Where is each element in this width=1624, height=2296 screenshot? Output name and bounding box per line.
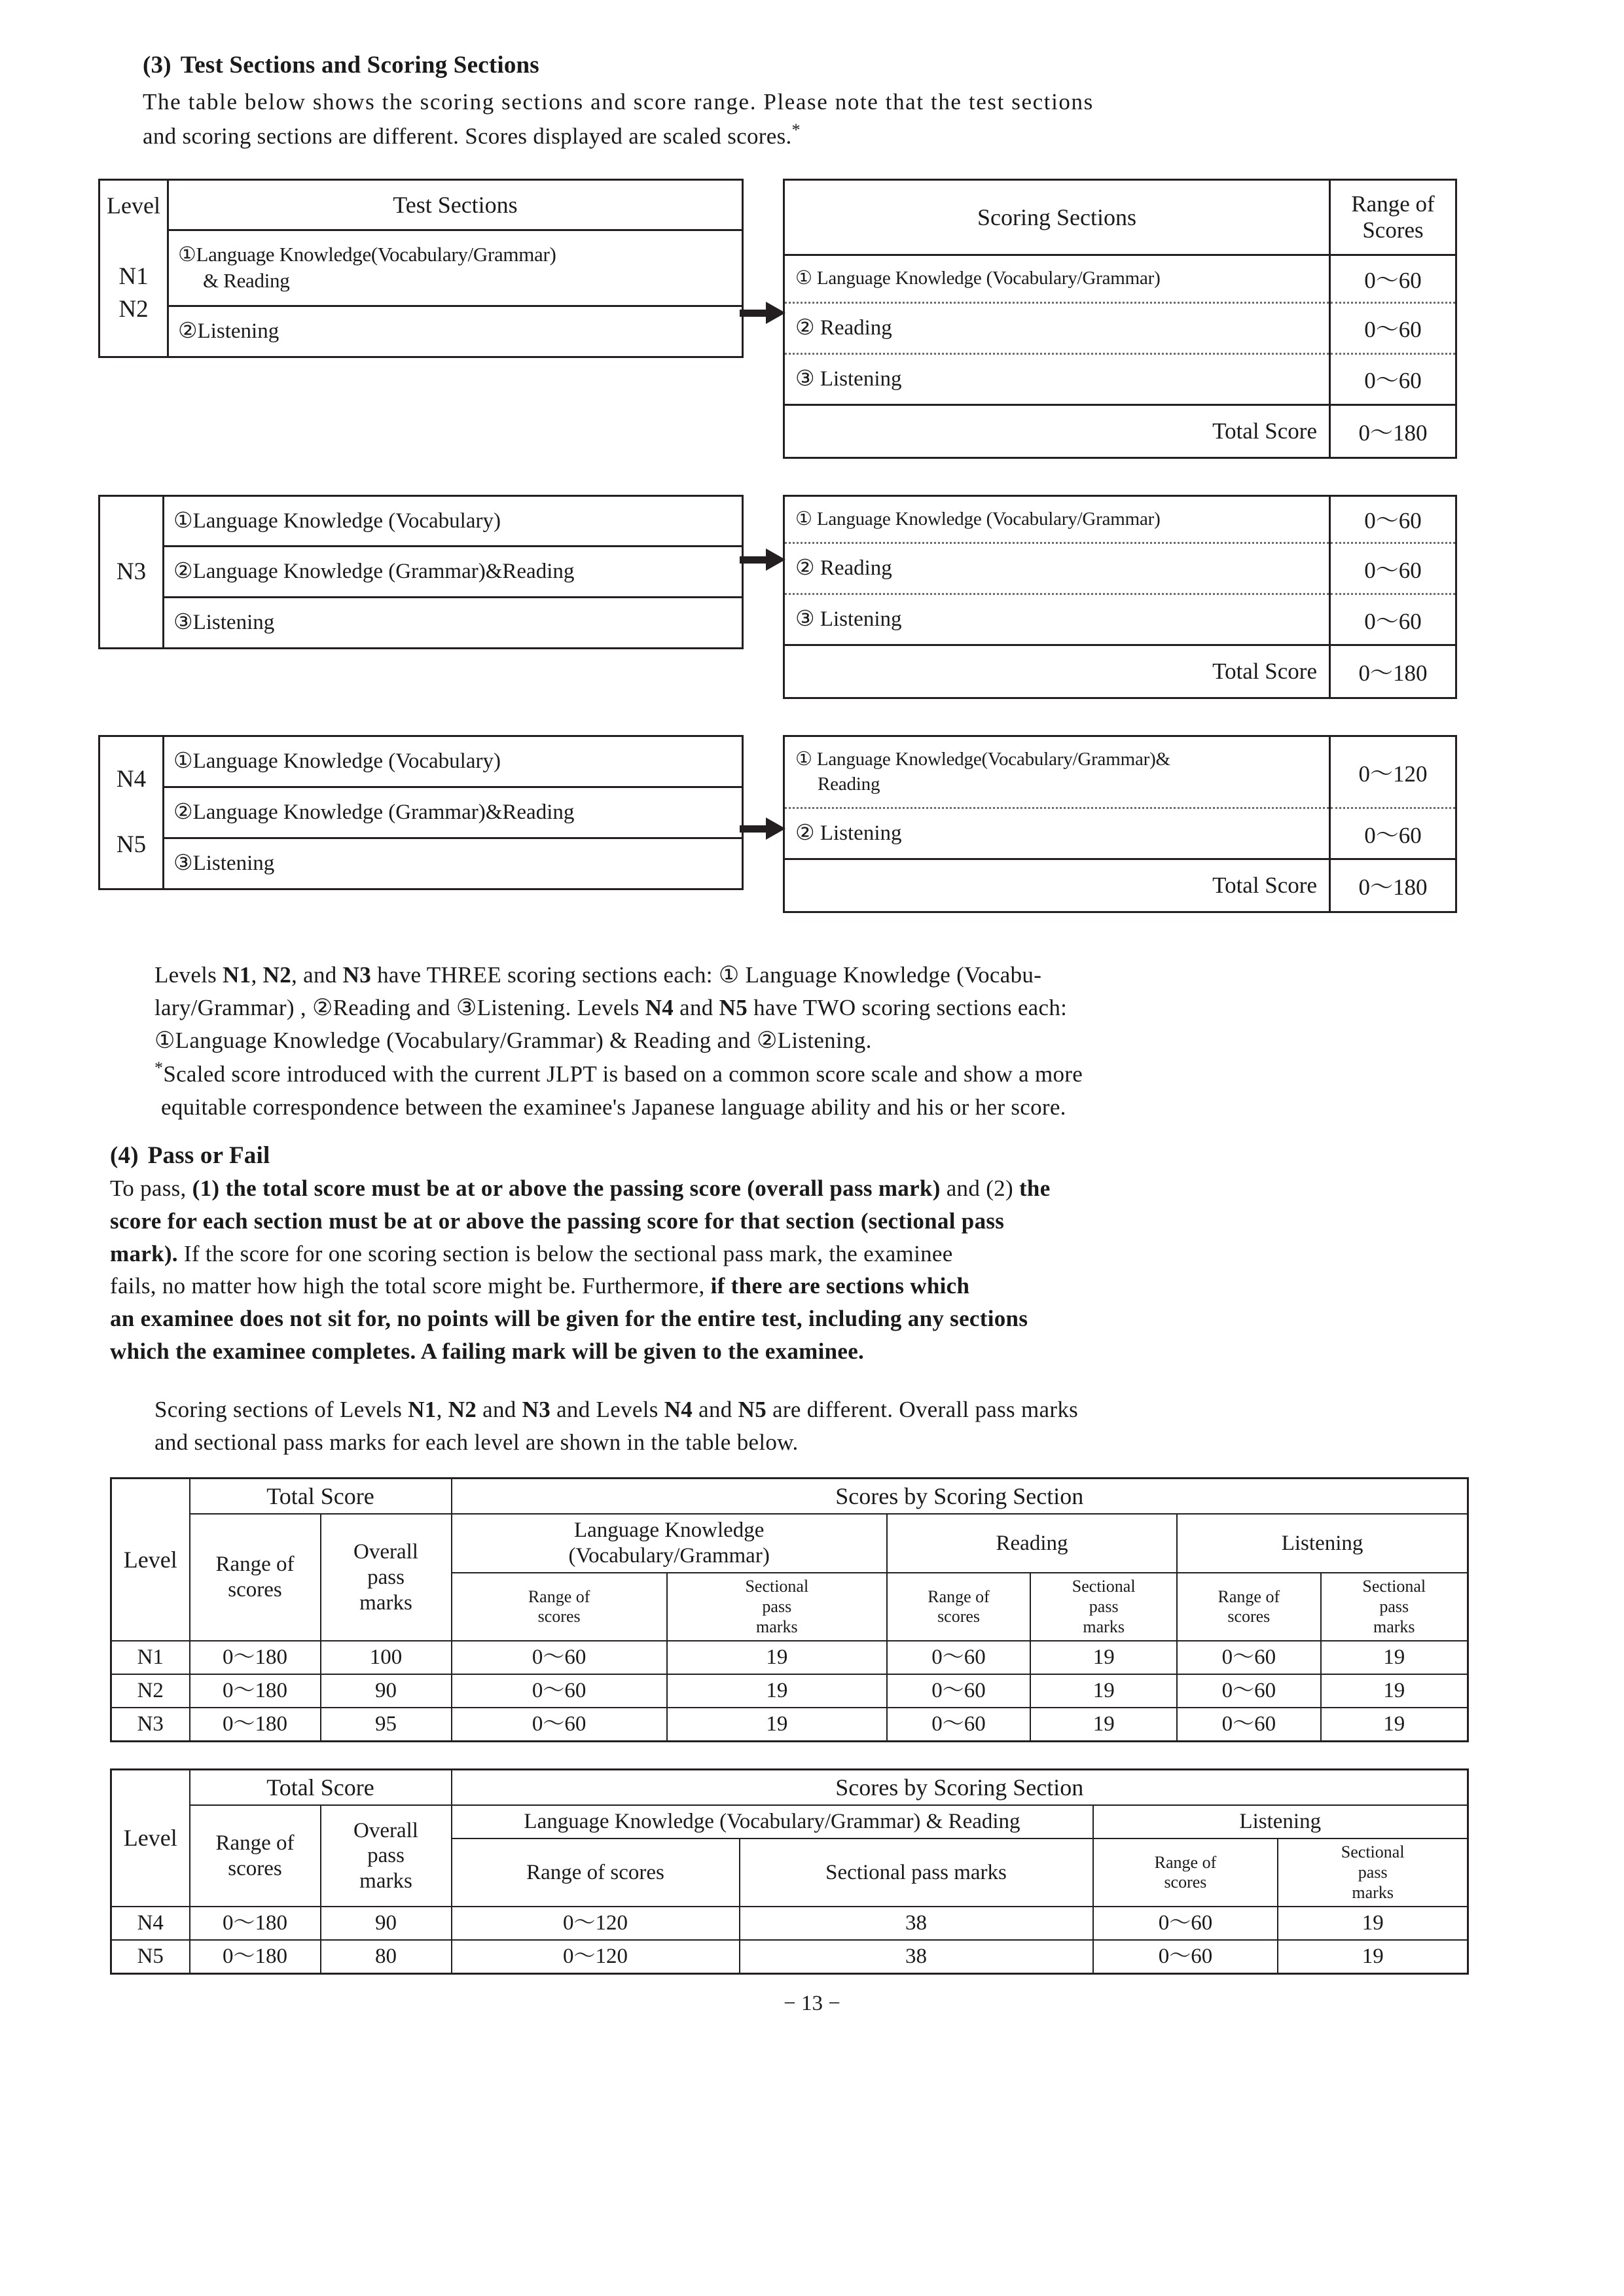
test-section-row: ③Listening xyxy=(173,851,275,875)
section-3-number: (3) xyxy=(143,52,171,79)
test-section-row: ②Language Knowledge (Grammar)&Reading xyxy=(164,547,743,598)
pass-marks-table-n1-n3 xyxy=(110,1477,1469,1742)
total-score-range: 0〜180 xyxy=(1358,874,1428,901)
scoring-section-range: 0〜60 xyxy=(1330,255,1456,303)
test-sections-table-n4-n5 xyxy=(98,735,744,890)
total-score-label: Total Score xyxy=(784,859,1330,912)
header-lk-range: Range of scores xyxy=(452,1573,667,1641)
header-overall-pass-marks: Overall pass marks xyxy=(321,1805,452,1907)
header-range-of-scores: Range of Scores xyxy=(1330,180,1456,255)
total-score-range: 0〜180 xyxy=(1358,420,1428,446)
table-row: N4 0〜180 90 0〜120 38 0〜60 19 xyxy=(111,1907,1468,1940)
header-lkr-sectional: Sectional pass marks xyxy=(740,1839,1093,1907)
scoring-section-range: 0〜60 xyxy=(1330,353,1456,404)
scoring-section-label: ① Language Knowledge(Vocabulary/Grammar)& Reading xyxy=(784,736,1330,808)
scoring-section-label: ① Language Knowledge (Vocabulary/Grammar) xyxy=(784,495,1330,543)
scoring-sections-table-n4-n5 xyxy=(783,735,1457,913)
test-section-row: ①Language Knowledge (Vocabulary) xyxy=(164,736,743,787)
header-listening: Listening xyxy=(1093,1805,1468,1839)
scoring-section-range: 0〜60 xyxy=(1330,808,1456,859)
flow-arrow-icon xyxy=(740,817,785,840)
scaled-score-footnote: *Scaled score introduced with the current JLPT is based on a common score scale and show a more equitable correspondence between the examinee's Japanese language ability and his or her score. xyxy=(154,1058,1083,1120)
header-listening-sectional: Sectional pass marks xyxy=(1321,1573,1468,1641)
header-scoring-sections: Scoring Sections xyxy=(784,180,1330,255)
section-4-number: (4) xyxy=(110,1142,139,1170)
pass-marks-table-n4-n5 xyxy=(110,1768,1469,1975)
flow-arrow-icon xyxy=(740,302,785,324)
scoring-section-label: ② Reading xyxy=(784,302,1330,353)
section-4-title: Pass or Fail xyxy=(147,1142,270,1170)
scoring-section-range: 0〜60 xyxy=(1330,302,1456,353)
total-score-label: Total Score xyxy=(784,645,1330,698)
header-scores-by-section: Scores by Scoring Section xyxy=(452,1770,1468,1806)
scoring-section-label: ② Reading xyxy=(784,543,1330,594)
section-3-title: Test Sections and Scoring Sections xyxy=(180,52,539,79)
scoring-section-range: 0〜120 xyxy=(1330,736,1456,808)
total-score-range: 0〜180 xyxy=(1358,660,1428,686)
table-group-n3 xyxy=(98,495,1526,699)
test-section-row: ②Language Knowledge (Grammar)&Reading xyxy=(164,787,743,838)
table-group-n4-n5 xyxy=(98,735,1526,913)
header-total-score: Total Score xyxy=(190,1478,452,1514)
table-row: N1 0〜180 100 0〜60 19 0〜60 19 0〜60 19 xyxy=(111,1641,1468,1674)
pass-marks-intro: Scoring sections of Levels N1, N2 and N3 and Levels N4 and N5 are different. Overall pass marks and sectional pass marks for each level are shown in the table below. xyxy=(154,1397,1079,1456)
test-section-row: ②Listening xyxy=(177,319,280,343)
intro-line-2: and scoring sections are different. Scores displayed are scaled scores. xyxy=(143,123,792,149)
test-section-row: ①Language Knowledge (Vocabulary) xyxy=(164,495,743,547)
header-total-range: Range of scores xyxy=(190,1805,321,1907)
header-scores-by-section: Scores by Scoring Section xyxy=(452,1478,1468,1514)
scoring-section-label: ① Language Knowledge (Vocabulary/Grammar) xyxy=(784,255,1330,303)
pass-fail-paragraph: To pass, (1) the total score must be at or above the passing score (overall pass mark) and (2) the score for each section must be at or above the passing score for that section (sectional pass mark). If the score for one scoring section is below the sectional pass mark, the examinee fails, no matter how high the total score might be. Furthermore, if there are sections which an examinee does not sit for, no points will be given for the entire test, including any sections which the examinee completes. A failing mark will be given to the examinee. xyxy=(110,1175,1051,1364)
scoring-section-label: ③ Listening xyxy=(784,594,1330,645)
header-lkr-range: Range of scores xyxy=(452,1839,740,1907)
scoring-sections-note: Levels N1, N2, and N3 have THREE scoring sections each: ① Language Knowledge (Vocabu- lary/Grammar) , ②Reading and ③Listening. Levels N4 and N5 have TWO scoring sections each: ①Language Knowledge (Vocabulary/Grammar) & Reading and ②Listening. xyxy=(154,962,1068,1053)
header-reading-sectional: Sectional pass marks xyxy=(1030,1573,1177,1641)
header-level: Level xyxy=(111,1478,190,1641)
header-reading: Reading xyxy=(887,1514,1177,1573)
header-overall-pass-marks: Overall pass marks xyxy=(321,1514,452,1641)
header-test-sections: Test Sections xyxy=(168,180,742,230)
level-label-n3: N3 xyxy=(99,495,164,649)
header-language-knowledge: Language Knowledge (Vocabulary/Grammar) xyxy=(452,1514,887,1573)
test-sections-table-n1-n2 xyxy=(98,179,744,357)
intro-footnote-marker: * xyxy=(791,120,801,139)
header-lk-sectional: Sectional pass marks xyxy=(667,1573,887,1641)
header-total-range: Range of scores xyxy=(190,1514,321,1641)
table-group-n1-n2 xyxy=(98,179,1526,458)
header-total-score: Total Score xyxy=(190,1770,452,1806)
header-listening-range: Range of scores xyxy=(1093,1839,1278,1907)
scoring-sections-table-n1-n2 xyxy=(783,179,1457,458)
test-section-row: ①Language Knowledge(Vocabulary/Grammar) & Reading xyxy=(168,230,742,306)
section-3-intro xyxy=(98,86,1526,152)
test-sections-table-n3 xyxy=(98,495,744,650)
section-4-heading xyxy=(98,1141,1526,1170)
intro-line-1: The table below shows the scoring sections and score range. Please note that the test sections xyxy=(143,89,1094,115)
header-listening-range: Range of scores xyxy=(1177,1573,1320,1641)
scoring-sections-table-n3 xyxy=(783,495,1457,699)
header-lk-reading: Language Knowledge (Vocabulary/Grammar) & Reading xyxy=(452,1805,1093,1839)
scoring-section-label: ③ Listening xyxy=(784,353,1330,404)
footnote-marker: * xyxy=(154,1058,164,1078)
table-row: N3 0〜180 95 0〜60 19 0〜60 19 0〜60 19 xyxy=(111,1708,1468,1741)
table-row: N5 0〜180 80 0〜120 38 0〜60 19 xyxy=(111,1940,1468,1973)
scoring-section-range: 0〜60 xyxy=(1330,594,1456,645)
table-row: N2 0〜180 90 0〜60 19 0〜60 19 0〜60 19 xyxy=(111,1674,1468,1708)
header-listening-sectional: Sectional pass marks xyxy=(1278,1839,1468,1907)
level-label-n4-n5: N4 N5 xyxy=(99,736,164,889)
flow-arrow-icon xyxy=(740,548,785,571)
header-level: Level xyxy=(111,1770,190,1907)
total-score-label: Total Score xyxy=(784,404,1330,457)
header-listening: Listening xyxy=(1177,1514,1468,1573)
section-3-heading xyxy=(98,51,1526,79)
scoring-section-label: ② Listening xyxy=(784,808,1330,859)
header-level: Level xyxy=(99,180,168,230)
level-label-n1-n2: N1 N2 xyxy=(99,230,168,357)
scoring-section-range: 0〜60 xyxy=(1330,543,1456,594)
header-reading-range: Range of scores xyxy=(887,1573,1030,1641)
test-section-row: ③Listening xyxy=(173,611,275,635)
page-number: − 13 − xyxy=(784,1992,840,2016)
scoring-section-range: 0〜60 xyxy=(1330,495,1456,543)
